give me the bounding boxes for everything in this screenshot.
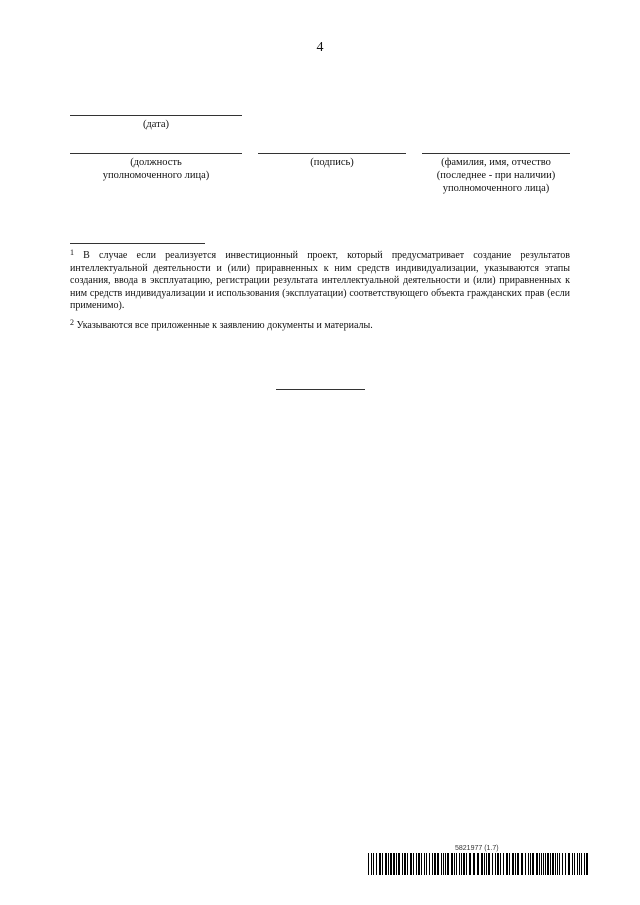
footnote-1-marker: 1 bbox=[70, 248, 74, 257]
footnote-1 bbox=[70, 250, 570, 313]
end-divider bbox=[276, 389, 365, 390]
date-label: (дата) bbox=[142, 119, 170, 130]
name-line bbox=[422, 153, 570, 154]
barcode-code-text: 5821977 (1.7) bbox=[455, 845, 499, 852]
footnote-2-text: Указываются все приложенные к заявлению документы и материалы. bbox=[76, 320, 373, 331]
position-label-line1: (должность bbox=[130, 157, 182, 168]
signature-line bbox=[258, 153, 406, 154]
footnote-2-marker: 2 bbox=[70, 318, 74, 327]
position-line bbox=[70, 153, 242, 154]
position-label bbox=[70, 156, 242, 182]
date-line bbox=[70, 115, 242, 116]
footnote-1-text: В случае если реализуется инвестиционный проект, который предусматривает создание результатов интеллектуальной деятельности и (или) приравненных к ним средств индивидуализации, указываются этапы создания, ввода в эксплуатацию, регистрации результата интеллектуальной деятельности и (или) приравненных к ним средств индивидуализации и использования (эксплуатации) соответствующего объекта гражданских прав (если применимо). bbox=[70, 250, 571, 311]
name-label-line2: (последнее - при наличии) bbox=[436, 170, 556, 181]
footnote-separator bbox=[70, 243, 205, 244]
signature-label: (подпись) bbox=[310, 157, 354, 168]
page-number: 4 bbox=[316, 40, 324, 55]
barcode bbox=[368, 853, 590, 875]
name-label-line1: (фамилия, имя, отчество bbox=[441, 157, 551, 168]
footnote-2 bbox=[70, 320, 570, 333]
barcode-image bbox=[368, 853, 590, 875]
position-label-line2: уполномоченного лица) bbox=[102, 170, 210, 181]
name-label bbox=[418, 156, 574, 195]
name-label-line3: уполномоченного лица) bbox=[442, 183, 550, 194]
